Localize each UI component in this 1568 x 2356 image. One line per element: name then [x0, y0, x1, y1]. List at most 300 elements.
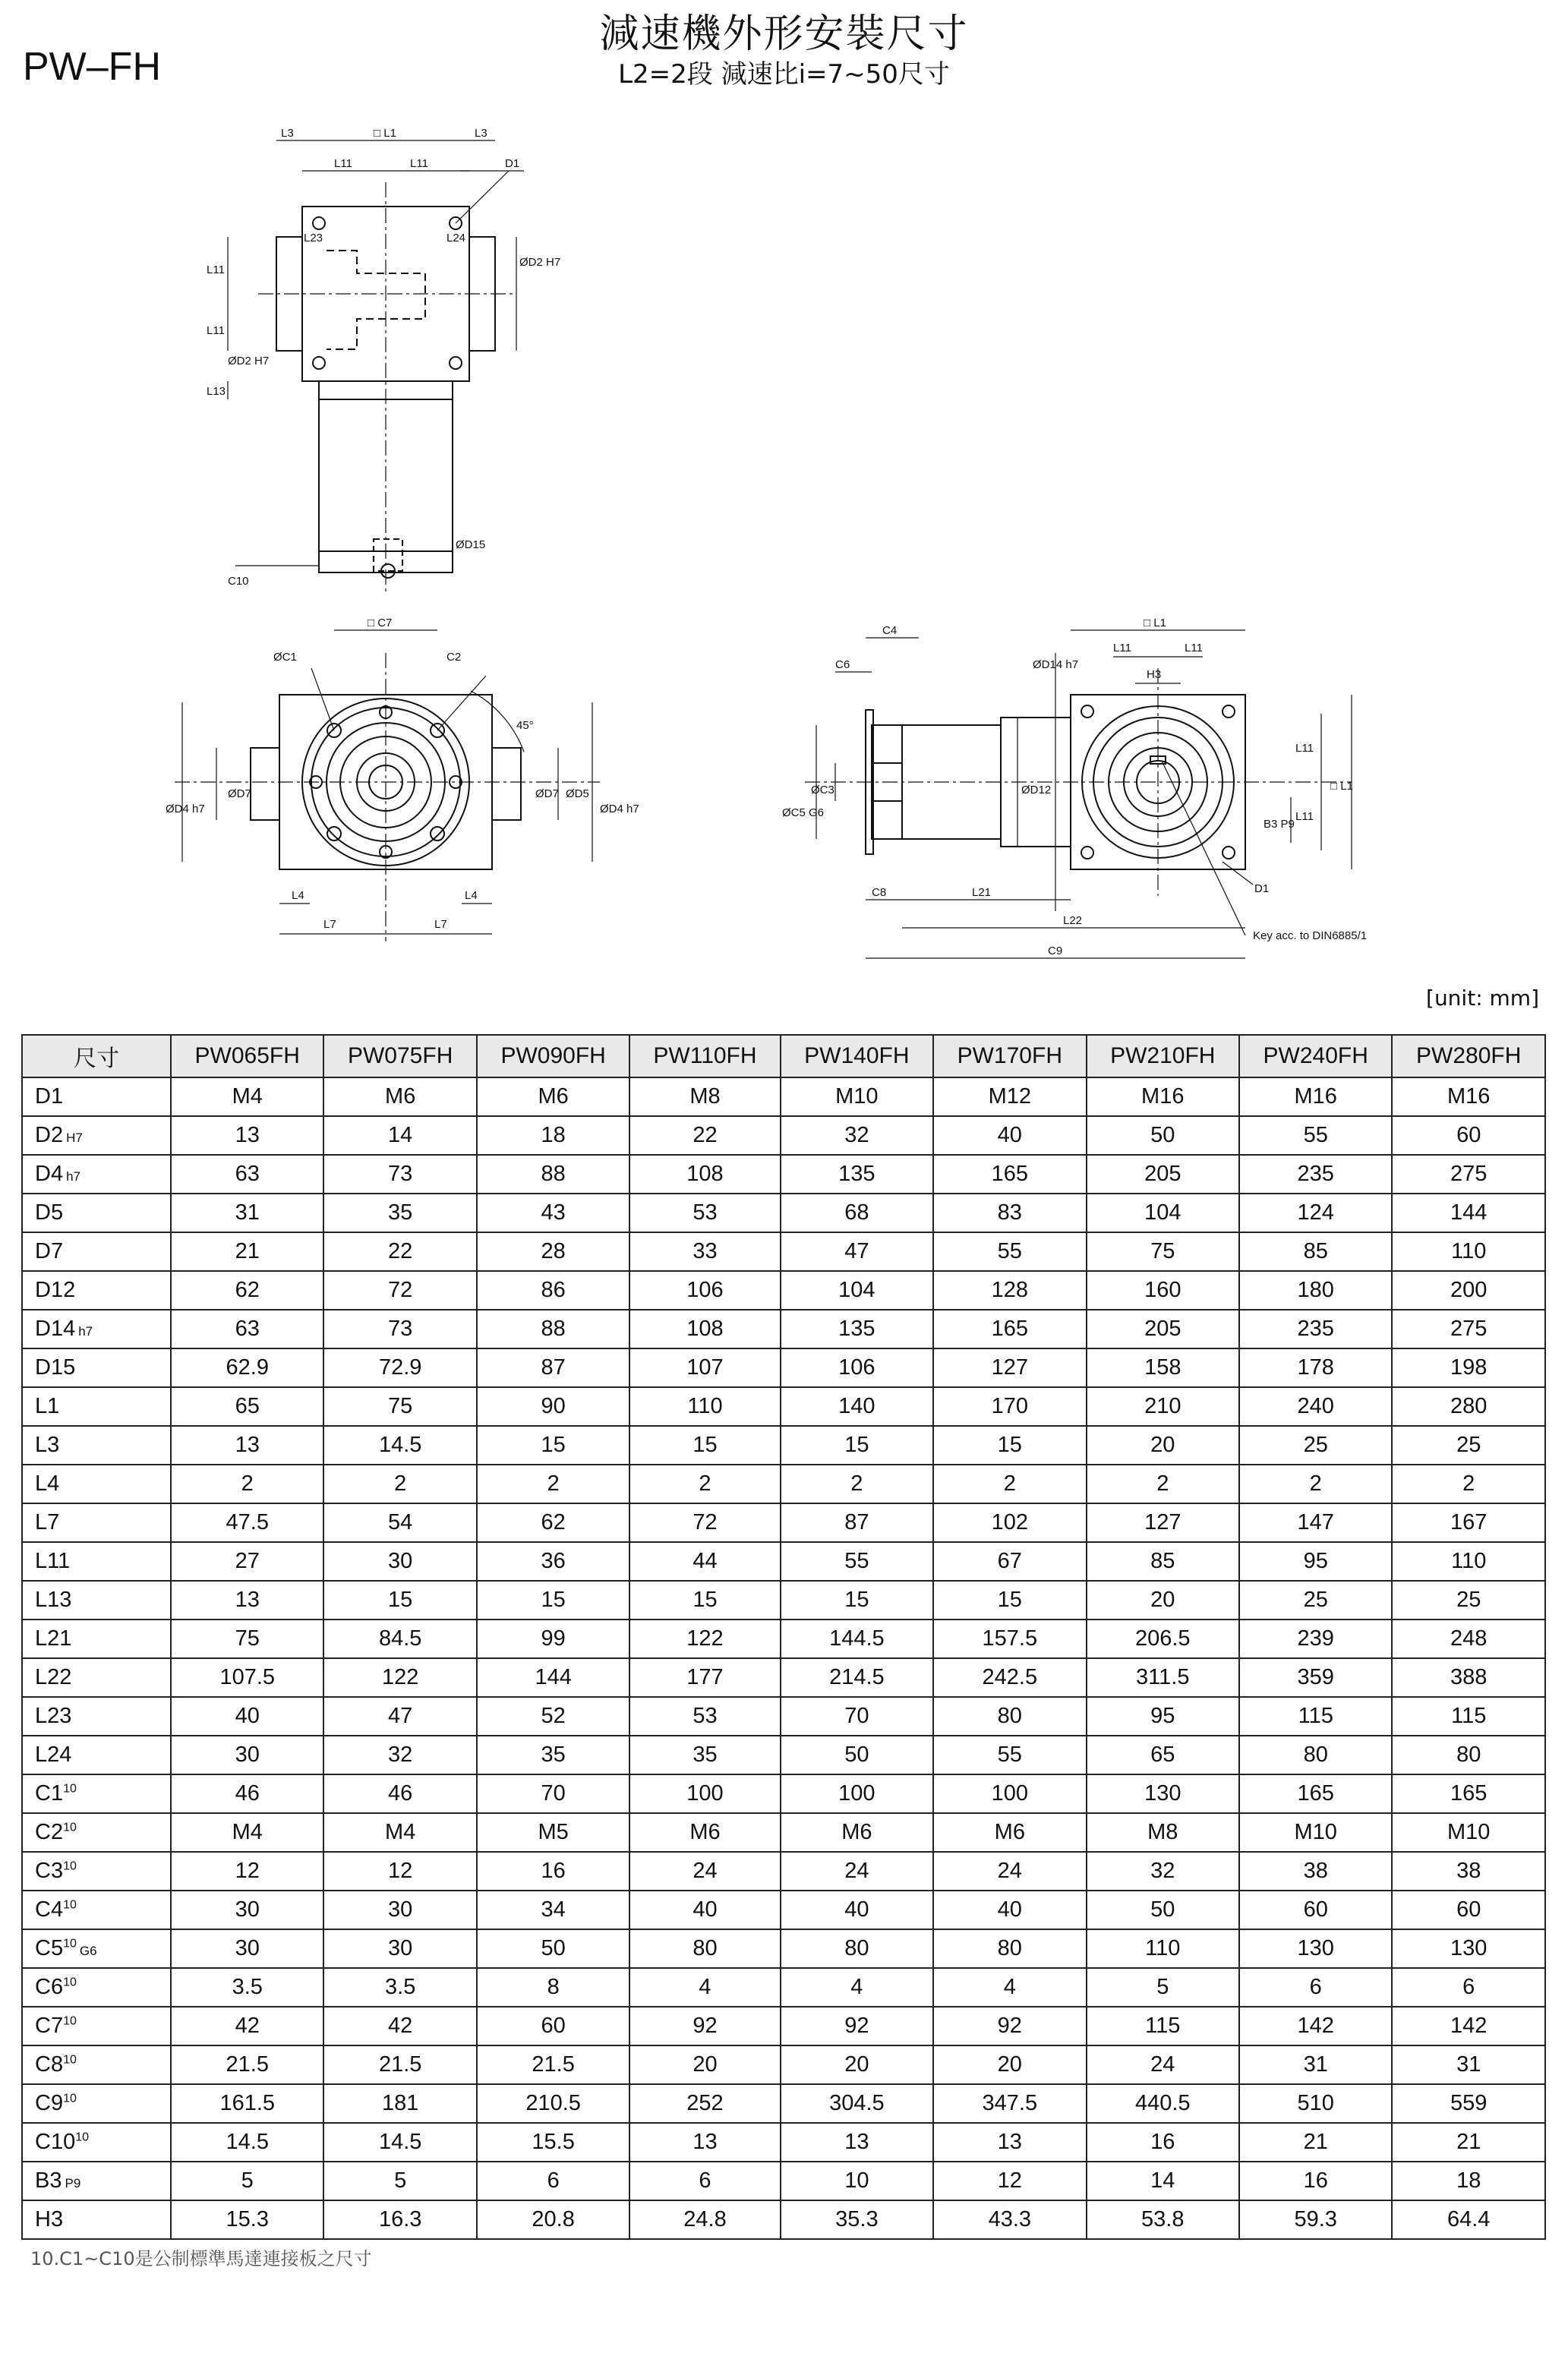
table-cell: 53.8 — [1087, 2200, 1239, 2239]
table-cell: 15 — [323, 1581, 476, 1620]
table-cell: 178 — [1239, 1348, 1392, 1387]
column-header: PW075FH — [323, 1035, 476, 1077]
table-cell: 44 — [629, 1542, 780, 1581]
table-row — [22, 1813, 1545, 1852]
table-row — [22, 2007, 1545, 2045]
dim-label: L11 — [207, 263, 225, 276]
table-cell: 21 — [171, 1232, 323, 1271]
header-label: 尺寸 — [22, 1035, 171, 1077]
table-cell: 161.5 — [171, 2084, 323, 2123]
table-cell: 63 — [171, 1155, 323, 1194]
table-cell: 32 — [323, 1736, 476, 1774]
table-cell: 235 — [1239, 1155, 1392, 1194]
table-cell: 24.8 — [629, 2200, 780, 2239]
table-cell: 13 — [171, 1426, 323, 1465]
table-cell: 198 — [1392, 1348, 1545, 1387]
dim-label: D1 — [505, 157, 520, 170]
table-cell: 239 — [1239, 1620, 1392, 1658]
row-label-superscript: 10 — [63, 1937, 77, 1951]
dim-label: ØD12 — [1021, 784, 1052, 796]
table-cell: 16 — [1087, 2123, 1239, 2162]
table-cell: 2 — [171, 1465, 323, 1503]
table-cell: 80 — [1239, 1736, 1392, 1774]
table-row — [22, 1620, 1545, 1658]
row-label-name: C5 — [35, 1936, 64, 1960]
table-cell: 115 — [1087, 2007, 1239, 2045]
side-view-drawing — [805, 630, 1352, 958]
table-cell: 92 — [933, 2007, 1086, 2045]
table-cell: 180 — [1239, 1271, 1392, 1310]
table-cell: 80 — [933, 1929, 1086, 1968]
row-label-name: L4 — [35, 1471, 60, 1496]
row-label-name: C9 — [35, 2091, 64, 2115]
dim-label: □ L1 — [374, 127, 396, 140]
table-row — [22, 1968, 1545, 2007]
table-cell: 6 — [1392, 1968, 1545, 2007]
table-row — [22, 1194, 1545, 1232]
table-cell: 95 — [1087, 1697, 1239, 1736]
table-cell: 165 — [1392, 1774, 1545, 1813]
table-cell: 205 — [1087, 1310, 1239, 1348]
table-cell: 55 — [1239, 1116, 1392, 1155]
table-cell: 15 — [781, 1426, 933, 1465]
column-header: PW210FH — [1087, 1035, 1239, 1077]
top-view-labels — [207, 127, 560, 588]
row-label-name: L3 — [35, 1433, 60, 1457]
table-cell: 107.5 — [171, 1658, 323, 1697]
dim-label: ØD2 H7 — [228, 355, 270, 367]
table-cell: 85 — [1239, 1232, 1392, 1271]
table-row — [22, 1077, 1545, 1116]
table-cell: 75 — [1087, 1232, 1239, 1271]
table-cell: 25 — [1239, 1581, 1392, 1620]
table-cell: 210 — [1087, 1387, 1239, 1426]
table-cell: 6 — [629, 2162, 780, 2200]
table-cell: 46 — [171, 1774, 323, 1813]
table-cell: 42 — [323, 2007, 476, 2045]
table-cell: 235 — [1239, 1310, 1392, 1348]
table-cell: 157.5 — [933, 1620, 1086, 1658]
table-cell: 206.5 — [1087, 1620, 1239, 1658]
dim-label: L3 — [281, 127, 294, 140]
table-cell: 36 — [477, 1542, 629, 1581]
table-cell: 80 — [629, 1929, 780, 1968]
row-label-name: C4 — [35, 1897, 64, 1922]
table-cell: M5 — [477, 1813, 629, 1852]
table-cell: 80 — [781, 1929, 933, 1968]
table-cell: 62 — [171, 1271, 323, 1310]
table-cell: 167 — [1392, 1503, 1545, 1542]
table-cell: 13 — [933, 2123, 1086, 2162]
table-cell: 35 — [323, 1194, 476, 1232]
table-cell: 110 — [1392, 1542, 1545, 1581]
table-cell: 20 — [629, 2045, 780, 2084]
table-cell: M8 — [1087, 1813, 1239, 1852]
table-cell: 15 — [477, 1426, 629, 1465]
row-label — [22, 1736, 171, 1774]
row-label-name: D5 — [35, 1200, 64, 1225]
table-cell: 22 — [323, 1232, 476, 1271]
row-label-superscript: 10 — [63, 1782, 77, 1796]
table-cell: 15 — [629, 1426, 780, 1465]
table-cell: 60 — [477, 2007, 629, 2045]
table-cell: 144 — [477, 1658, 629, 1697]
dim-label: L13 — [207, 385, 226, 398]
table-cell: 84.5 — [323, 1620, 476, 1658]
table-cell: 10 — [781, 2162, 933, 2200]
table-cell: 25 — [1392, 1426, 1545, 1465]
table-cell: 92 — [781, 2007, 933, 2045]
row-label — [22, 2045, 171, 2084]
table-cell: 13 — [171, 1581, 323, 1620]
dim-label: L22 — [1063, 914, 1083, 927]
table-cell: 106 — [781, 1348, 933, 1387]
dimension-table — [21, 1034, 1546, 2240]
table-cell: 14.5 — [323, 2123, 476, 2162]
dim-label: ØC3 — [811, 784, 834, 796]
table-cell: 72 — [323, 1271, 476, 1310]
dim-label: L4 — [465, 889, 478, 902]
table-cell: 65 — [171, 1387, 323, 1426]
row-label-name: L23 — [35, 1704, 72, 1728]
table-cell: 40 — [933, 1891, 1086, 1929]
row-label-name: C10 — [35, 2130, 76, 2154]
table-cell: M16 — [1392, 1077, 1545, 1116]
table-row — [22, 1232, 1545, 1271]
row-label-name: D15 — [35, 1355, 76, 1380]
table-cell: 86 — [477, 1271, 629, 1310]
table-cell: 275 — [1392, 1310, 1545, 1348]
row-label — [22, 1503, 171, 1542]
row-label — [22, 1620, 171, 1658]
model-code: PW–FH — [23, 45, 161, 89]
row-label-name: L11 — [35, 1549, 71, 1573]
table-cell: 142 — [1239, 2007, 1392, 2045]
side-view-labels — [782, 617, 1367, 957]
table-row — [22, 1310, 1545, 1348]
row-label — [22, 1968, 171, 2007]
row-label-superscript: 10 — [63, 2014, 77, 2028]
row-label-name: D1 — [35, 1084, 64, 1109]
table-cell: 92 — [629, 2007, 780, 2045]
table-cell: 304.5 — [781, 2084, 933, 2123]
table-cell: 14 — [323, 1116, 476, 1155]
table-cell: 127 — [933, 1348, 1086, 1387]
table-cell: 73 — [323, 1310, 476, 1348]
row-label-superscript: 10 — [63, 1976, 77, 1989]
table-cell: 12 — [933, 2162, 1086, 2200]
table-cell: 280 — [1392, 1387, 1545, 1426]
table-cell: 20 — [933, 2045, 1086, 2084]
table-cell: 87 — [477, 1348, 629, 1387]
row-label-name: H3 — [35, 2207, 64, 2231]
table-cell: 70 — [781, 1697, 933, 1736]
row-label-name: C1 — [35, 1781, 64, 1806]
row-label-name: L22 — [35, 1665, 72, 1689]
dim-label: C8 — [872, 886, 887, 899]
row-label-subscript: h7 — [66, 1169, 80, 1184]
dim-label: B3 P9 — [1264, 818, 1295, 831]
table-cell: 16 — [1239, 2162, 1392, 2200]
table-cell: 40 — [629, 1891, 780, 1929]
table-cell: 15.5 — [477, 2123, 629, 2162]
row-label — [22, 1194, 171, 1232]
front-view-labels — [166, 617, 639, 931]
dim-label: L7 — [434, 918, 447, 931]
table-cell: 2 — [323, 1465, 476, 1503]
row-label-subscript: H7 — [66, 1131, 83, 1145]
row-label-name: C6 — [35, 1975, 64, 1999]
table-cell: 144 — [1392, 1194, 1545, 1232]
row-label-name: B3 — [35, 2168, 62, 2193]
dim-label: 45° — [516, 719, 534, 732]
table-cell: 40 — [171, 1697, 323, 1736]
column-header: PW240FH — [1239, 1035, 1392, 1077]
table-row — [22, 1658, 1545, 1697]
table-cell: 47 — [781, 1232, 933, 1271]
table-cell: 70 — [477, 1774, 629, 1813]
table-cell: 47.5 — [171, 1503, 323, 1542]
table-body — [22, 1077, 1545, 2239]
table-cell: 4 — [781, 1968, 933, 2007]
table-cell: 311.5 — [1087, 1658, 1239, 1697]
table-row — [22, 1891, 1545, 1929]
row-label-name: D2 — [35, 1123, 64, 1147]
table-row — [22, 2200, 1545, 2239]
table-cell: 122 — [323, 1658, 476, 1697]
top-view-drawing — [228, 140, 524, 592]
dim-label: L11 — [1295, 742, 1314, 755]
dim-label: L23 — [304, 232, 323, 244]
table-cell: 100 — [781, 1774, 933, 1813]
table-cell: 15 — [781, 1581, 933, 1620]
table-row — [22, 1542, 1545, 1581]
table-cell: 104 — [1087, 1194, 1239, 1232]
table-cell: 142 — [1392, 2007, 1545, 2045]
dim-label: □ L1 — [1330, 780, 1353, 793]
table-cell: 128 — [933, 1271, 1086, 1310]
table-cell: 30 — [323, 1542, 476, 1581]
table-cell: 80 — [933, 1697, 1086, 1736]
table-cell: 240 — [1239, 1387, 1392, 1426]
table-cell: 108 — [629, 1310, 780, 1348]
row-label-superscript: 10 — [63, 2053, 77, 2067]
table-cell: 18 — [1392, 2162, 1545, 2200]
table-cell: 4 — [933, 1968, 1086, 2007]
table-cell: 165 — [933, 1155, 1086, 1194]
table-cell: 12 — [171, 1852, 323, 1891]
page-title: 減速機外形安裝尺寸 — [599, 11, 969, 57]
row-label — [22, 1271, 171, 1310]
table-cell: 28 — [477, 1232, 629, 1271]
table-cell: 73 — [323, 1155, 476, 1194]
table-cell: 75 — [171, 1620, 323, 1658]
dim-label: L21 — [972, 886, 992, 899]
table-cell: 3.5 — [323, 1968, 476, 2007]
table-cell: 90 — [477, 1387, 629, 1426]
row-label — [22, 2162, 171, 2200]
table-cell: 388 — [1392, 1658, 1545, 1697]
table-cell: 88 — [477, 1155, 629, 1194]
row-label-name: L13 — [35, 1588, 72, 1612]
table-cell: 72 — [629, 1503, 780, 1542]
dim-label: ØD7 — [228, 787, 251, 800]
row-label — [22, 1697, 171, 1736]
table-cell: 2 — [477, 1465, 629, 1503]
row-label-name: L7 — [35, 1510, 60, 1534]
table-cell: 31 — [1239, 2045, 1392, 2084]
row-label-name: C7 — [35, 2014, 64, 2038]
row-label — [22, 1542, 171, 1581]
dim-label: H3 — [1147, 668, 1162, 681]
table-cell: 110 — [1087, 1929, 1239, 1968]
table-cell: M6 — [933, 1813, 1086, 1852]
dim-label: □ C7 — [368, 617, 393, 629]
table-cell: 52 — [477, 1697, 629, 1736]
table-cell: 275 — [1392, 1155, 1545, 1194]
table-cell: 2 — [1239, 1465, 1392, 1503]
table-cell: 42 — [171, 2007, 323, 2045]
table-cell: 59.3 — [1239, 2200, 1392, 2239]
dim-label: ØD4 h7 — [600, 803, 639, 815]
table-cell: 2 — [1392, 1465, 1545, 1503]
table-cell: 205 — [1087, 1155, 1239, 1194]
dim-label: L24 — [446, 232, 466, 244]
table-cell: 80 — [1392, 1736, 1545, 1774]
table-cell: 14.5 — [171, 2123, 323, 2162]
table-cell: 60 — [1239, 1891, 1392, 1929]
table-cell: 30 — [171, 1736, 323, 1774]
table-cell: 147 — [1239, 1503, 1392, 1542]
row-label-name: D14 — [35, 1317, 76, 1341]
table-cell: 248 — [1392, 1620, 1545, 1658]
table-cell: 2 — [1087, 1465, 1239, 1503]
table-cell: 38 — [1392, 1852, 1545, 1891]
dim-label: ØD5 — [566, 787, 589, 800]
table-cell: 13 — [171, 1116, 323, 1155]
table-cell: 68 — [781, 1194, 933, 1232]
dim-label: D1 — [1254, 882, 1270, 895]
table-cell: 2 — [933, 1465, 1086, 1503]
table-cell: 14 — [1087, 2162, 1239, 2200]
row-label — [22, 1310, 171, 1348]
table-cell: 21 — [1392, 2123, 1545, 2162]
table-cell: M6 — [477, 1077, 629, 1116]
table-cell: 21 — [1239, 2123, 1392, 2162]
table-cell: 62 — [477, 1503, 629, 1542]
table-cell: M16 — [1087, 1077, 1239, 1116]
table-cell: 50 — [781, 1736, 933, 1774]
table-cell: 55 — [933, 1232, 1086, 1271]
table-cell: M10 — [1392, 1813, 1545, 1852]
table-cell: 252 — [629, 2084, 780, 2123]
row-label-name: L24 — [35, 1743, 72, 1767]
row-label — [22, 1465, 171, 1503]
table-cell: 35 — [477, 1736, 629, 1774]
table-cell: 110 — [1392, 1232, 1545, 1271]
table-cell: 15 — [629, 1581, 780, 1620]
table-cell: 88 — [477, 1310, 629, 1348]
table-cell: M16 — [1239, 1077, 1392, 1116]
table-cell: 135 — [781, 1155, 933, 1194]
dim-label: C2 — [446, 651, 462, 664]
table-cell: 31 — [1392, 2045, 1545, 2084]
table-cell: 72.9 — [323, 1348, 476, 1387]
table-cell: 99 — [477, 1620, 629, 1658]
table-cell: M4 — [171, 1813, 323, 1852]
table-row — [22, 2123, 1545, 2162]
table-row — [22, 1581, 1545, 1620]
table-cell: 53 — [629, 1194, 780, 1232]
table-cell: 62.9 — [171, 1348, 323, 1387]
dim-label: L4 — [292, 889, 304, 902]
table-cell: 181 — [323, 2084, 476, 2123]
table-cell: 60 — [1392, 1891, 1545, 1929]
table-row — [22, 1852, 1545, 1891]
table-cell: 135 — [781, 1310, 933, 1348]
table-cell: 100 — [629, 1774, 780, 1813]
table-cell: 30 — [323, 1929, 476, 1968]
row-label — [22, 2123, 171, 2162]
table-cell: 64.4 — [1392, 2200, 1545, 2239]
table-cell: 15 — [933, 1426, 1086, 1465]
table-cell: 12 — [323, 1852, 476, 1891]
table-cell: 359 — [1239, 1658, 1392, 1697]
table-cell: M6 — [629, 1813, 780, 1852]
table-cell: 25 — [1392, 1581, 1545, 1620]
row-label — [22, 1232, 171, 1271]
table-cell: 122 — [629, 1620, 780, 1658]
dim-label: L11 — [334, 157, 352, 170]
table-cell: M6 — [781, 1813, 933, 1852]
table-row — [22, 1929, 1545, 1968]
table-cell: 30 — [323, 1891, 476, 1929]
dim-label: ØC5 G6 — [782, 806, 825, 819]
dim-label: L11 — [207, 324, 225, 337]
row-label-superscript: 10 — [63, 1859, 77, 1873]
table-cell: 100 — [933, 1774, 1086, 1813]
table-cell: 38 — [1239, 1852, 1392, 1891]
table-row — [22, 1736, 1545, 1774]
row-label — [22, 1426, 171, 1465]
table-cell: M8 — [629, 1077, 780, 1116]
table-cell: 108 — [629, 1155, 780, 1194]
table-cell: 75 — [323, 1387, 476, 1426]
table-cell: 347.5 — [933, 2084, 1086, 2123]
row-label-superscript: 10 — [63, 1898, 77, 1912]
front-view-drawing — [175, 630, 600, 941]
table-row — [22, 1503, 1545, 1542]
table-cell: 65 — [1087, 1736, 1239, 1774]
row-label — [22, 2200, 171, 2239]
dim-label: L11 — [410, 157, 428, 170]
row-label-name: C3 — [35, 1859, 64, 1883]
table-cell: 130 — [1392, 1929, 1545, 1968]
table-cell: 32 — [1087, 1852, 1239, 1891]
table-cell: 3.5 — [171, 1968, 323, 2007]
row-label-subscript: G6 — [79, 1944, 97, 1958]
table-cell: 20 — [1087, 1581, 1239, 1620]
dim-label: L11 — [1295, 810, 1314, 823]
row-label-name: L1 — [35, 1394, 60, 1418]
table-cell: 6 — [1239, 1968, 1392, 2007]
table-cell: 177 — [629, 1658, 780, 1697]
column-header: PW140FH — [781, 1035, 933, 1077]
row-label-name: C2 — [35, 1820, 64, 1844]
table-cell: 87 — [781, 1503, 933, 1542]
row-label-name: L21 — [35, 1626, 72, 1651]
table-cell: 18 — [477, 1116, 629, 1155]
